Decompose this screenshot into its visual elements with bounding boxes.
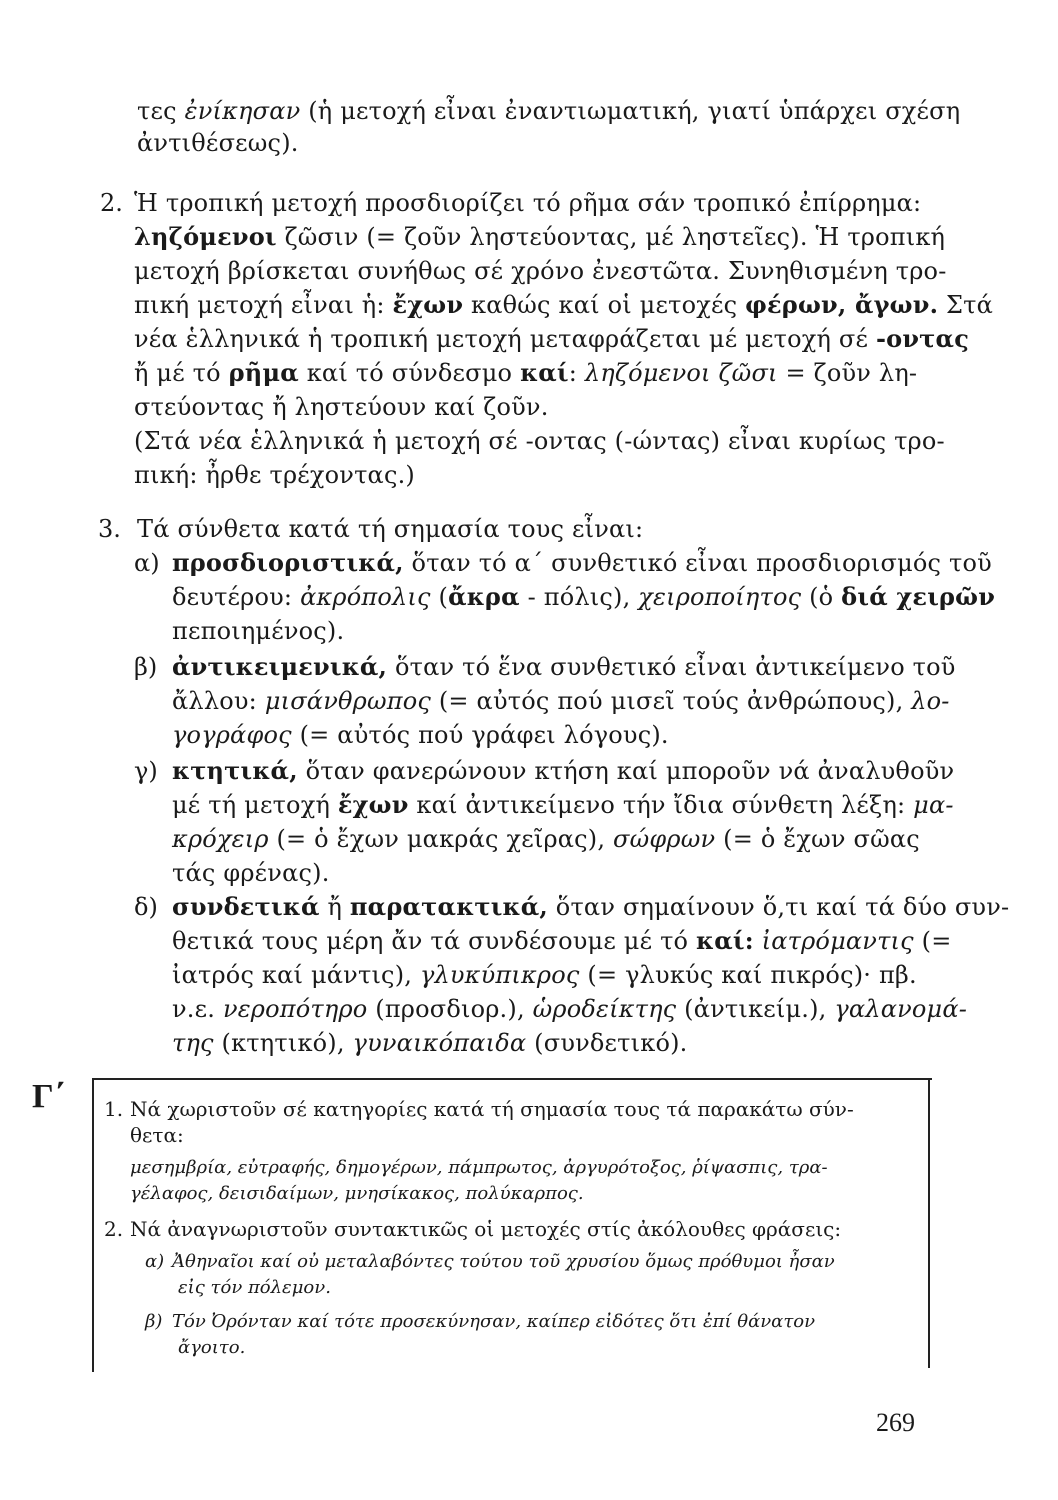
item-c-line-3 [172, 824, 920, 854]
item-d-line-1 [172, 892, 1009, 922]
text: (= αὐτός πού μισεῖ τούς ἀνθρώπους), [438, 687, 904, 715]
text: Στά [946, 291, 994, 319]
intro-line-2: ἀντιθέσεως). [137, 129, 299, 157]
text: (= ὁ ἔχων σῶας [723, 825, 920, 853]
text-italic: μισάνθρωπος [264, 687, 431, 715]
term: ἀντικειμενικά, [172, 652, 388, 681]
exercise-1-words-1: μεσημβρία, εὐτραφής, δημογέρων, πάμπρωτος, ἀργυρότοξος, ῥίψασπις, τρα- [130, 1157, 828, 1178]
section-2-line-6 [134, 358, 917, 388]
term: καί: [696, 926, 754, 955]
term: ἔχων [337, 790, 409, 819]
text: θετικά τους μέρη ἄν τά συνδέσουμε μέ τό [172, 927, 689, 955]
text: ἤ μέ τό [134, 359, 221, 387]
term: ληζόμενοι [134, 222, 277, 251]
text-italic: γογράφος [172, 721, 292, 749]
text: καί τό σύνδεσμο [306, 359, 513, 387]
term: φέρων, ἄγων. [745, 290, 939, 319]
item-a-label: α) [134, 549, 160, 577]
text: ὅταν τό ἕνα συνθετικό εἶναι ἀντικείμενο τοῦ [394, 653, 956, 681]
text: πική μετοχή εἶναι ἡ: [134, 291, 385, 319]
text-italic: σώφρων [613, 825, 716, 853]
text: (προσδιορ.), [375, 995, 525, 1023]
section-2-line-4 [134, 290, 993, 320]
item-a-line-3: πεποιημένος). [172, 617, 345, 645]
exercise-2-a-line-1: Ἀθηναῖοι καί οὐ μεταλαβόντες τούτου τοῦ χρυσίου ὅμως πρόθυμοι ἦσαν [172, 1251, 835, 1272]
text: - πόλις), [527, 583, 631, 611]
intro-line-1 [137, 96, 960, 126]
text-italic: νεροπότηρο [222, 995, 368, 1023]
text: = ζοῦν λη- [785, 359, 918, 387]
section-2-number: 2. [100, 189, 123, 217]
term: ἔχων [392, 290, 464, 319]
section-2-line-2 [134, 222, 945, 252]
exercises-box-right-rule [928, 1078, 930, 1368]
text: (ὁ [809, 583, 834, 611]
exercise-2-b-line-1: Τόν Ὀρόνταν καί τότε προσεκύνησαν, καίπερ εἰδότες ὅτι ἐπί θάνατον [172, 1311, 816, 1332]
text: ἰατρός καί μάντις), [172, 961, 413, 989]
item-d-line-4 [172, 994, 967, 1024]
text-italic: κρόχειρ [172, 825, 269, 853]
text-italic: γαλανομά- [834, 995, 968, 1023]
item-a-line-2 [172, 582, 995, 612]
section-2-line-5 [134, 324, 969, 354]
text: νέα ἑλληνικά ἡ τροπική μετοχή μεταφράζεται μέ μετοχή σέ [134, 325, 869, 353]
item-c-line-4: τάς φρένας). [172, 859, 330, 887]
item-d-line-2 [172, 926, 952, 956]
text: ἄλλου: [172, 687, 257, 715]
item-c-label: γ) [134, 757, 158, 785]
exercises-marker: Γ΄ [32, 1078, 65, 1115]
term: παρατακτικά, [349, 892, 548, 921]
text: : [568, 359, 578, 387]
term: καί [520, 358, 569, 387]
text-italic: γλυκύπικρος [419, 961, 580, 989]
text: (= ὁ ἔχων μακράς χεῖρας), [276, 825, 606, 853]
item-c-line-2 [172, 790, 954, 820]
text: μέ τή μετοχή [172, 791, 331, 819]
item-b-label: β) [134, 653, 158, 681]
item-b-line-3 [172, 720, 669, 750]
text-italic: ληζόμενοι ζῶσι [584, 359, 778, 387]
section-2-line-9: πική: ἦρθε τρέχοντας.) [134, 461, 415, 489]
text: (ἀντικείμ.), [684, 995, 827, 1023]
text: καθώς καί οἱ μετοχές [471, 291, 738, 319]
exercise-2-number: 2. [104, 1217, 124, 1241]
text: ὅταν φανερώνουν κτήση καί μποροῦν νά ἀναλυθοῦν [305, 757, 955, 785]
text: (= αὐτός πού γράφει λόγους). [299, 721, 669, 749]
term: -οντας [875, 324, 970, 353]
section-2-line-7: στεύοντας ἤ ληστεύουν καί ζοῦν. [134, 393, 549, 421]
text-italic: λο- [911, 687, 950, 715]
text: ὅταν σημαίνουν ὅ,τι καί τά δύο συν- [555, 893, 1010, 921]
exercise-1-words-2: γέλαφος, δεισιδαίμων, μνησίκακος, πολύκαρπος. [130, 1183, 584, 1204]
text-italic: μα- [913, 791, 954, 819]
exercise-2-a-line-2: εἰς τόν πόλεμον. [178, 1277, 331, 1298]
term: ἄκρα [448, 582, 520, 611]
text: τες [137, 97, 177, 125]
term: κτητικά, [172, 756, 298, 785]
text: (ἡ μετοχή εἶναι ἐναντιωματική, γιατί ὑπάρχει σχέση [308, 97, 961, 125]
exercise-2-b-line-2: ἄγοιτο. [178, 1337, 246, 1358]
item-c-line-1 [172, 756, 954, 786]
exercise-2-line-1: Νά ἀναγνωριστοῦν συντακτικῶς οἱ μετοχές στίς ἀκόλουθες φράσεις: [130, 1217, 842, 1241]
text-italic: ὡροδείκτης [532, 995, 677, 1023]
exercise-1-line-1: Νά χωριστοῦν σέ κατηγορίες κατά τή σημασία τους τά παρακάτω σύν- [130, 1097, 854, 1121]
term: διά χειρῶν [841, 582, 996, 611]
exercise-2-a-label: α) [145, 1251, 165, 1272]
text: (συνδετικό). [534, 1029, 688, 1057]
section-3-line-1: Τά σύνθετα κατά τή σημασία τους εἶναι: [137, 515, 644, 543]
item-b-line-1 [172, 652, 956, 682]
section-2-line-1: Ἡ τροπική μετοχή προσδιορίζει τό ρῆμα σάν τροπικό ἐπίρρημα: [134, 189, 922, 217]
term: συνδετικά [172, 892, 320, 921]
section-2-line-8: (Στά νέα ἑλληνικά ἡ μετοχή σέ -οντας (-ώντας) εἶναι κυρίως τρο- [134, 427, 945, 455]
item-d-line-5 [172, 1028, 688, 1058]
text: ν.ε. [172, 995, 216, 1023]
text-italic: ἐνίκησαν [184, 97, 301, 125]
text: (= γλυκύς καί πικρός)· πβ. [587, 961, 917, 989]
text: (κτητικό), [221, 1029, 345, 1057]
term: προσδιοριστικά, [172, 548, 404, 577]
text: ἤ [327, 893, 343, 921]
exercise-2-b-label: β) [145, 1311, 163, 1332]
item-d-line-3 [172, 960, 917, 990]
text-italic: γυναικόπαιδα [352, 1029, 527, 1057]
item-b-line-2 [172, 686, 950, 716]
text: (= [921, 927, 952, 955]
text-italic: χειροποίητος [638, 583, 802, 611]
page-number: 269 [876, 1408, 915, 1437]
text: ὅταν τό α΄ συνθετικό εἶναι προσδιορισμός τοῦ [411, 549, 992, 577]
text: δευτέρου: [172, 583, 293, 611]
text: ζῶσιν (= ζοῦν ληστεύοντας, μέ ληστεῖες). Ἡ τροπική [284, 223, 946, 251]
text: καί ἀντικείμενο τήν ἴδια σύνθετη λέξη: [416, 791, 906, 819]
section-2-line-3: μετοχή βρίσκεται συνήθως σέ χρόνο ἐνεστῶτα. Συνηθισμένη τρο- [134, 257, 947, 285]
text: ( [438, 583, 449, 611]
term: ρῆμα [228, 358, 299, 387]
exercise-1-number: 1. [104, 1097, 124, 1121]
text-italic: ἀκρόπολις [300, 583, 431, 611]
item-d-label: δ) [134, 893, 158, 921]
item-a-line-1 [172, 548, 992, 578]
text-italic: ἰατρόμαντις [761, 927, 914, 955]
section-3-number: 3. [98, 515, 121, 543]
exercise-1-line-2: θετα: [130, 1123, 184, 1147]
text-italic: της [172, 1029, 214, 1057]
